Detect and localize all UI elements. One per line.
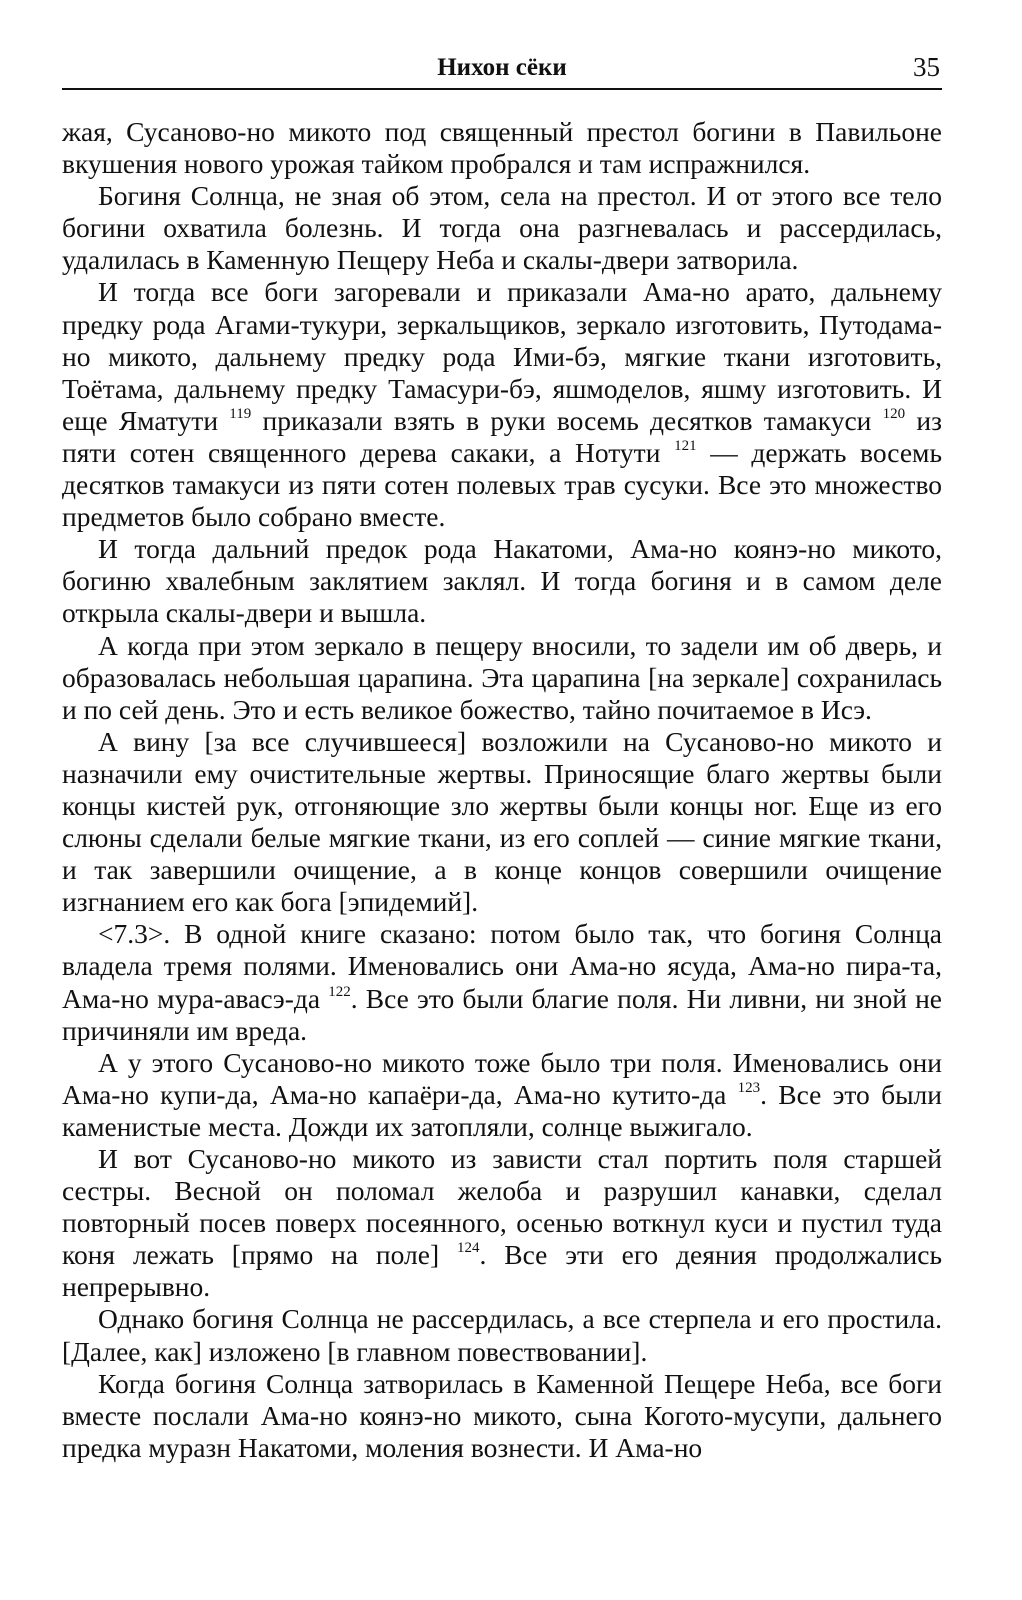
- text-run: <7.3>. В одной книге сказано: потом было так, что богиня Солнца владела тремя полями. Именовались они Ама-но ясуда, Ама-но пира-та, Ама-но мура-авасэ-да: [62, 918, 942, 1014]
- footnote-marker: 123: [737, 1079, 761, 1096]
- text-run: А вину [за все случившееся] возложили на Сусаново-но микото и назначили ему очистительные жертвы. Приносящие благо жертвы были концы кистей рук, отгоняющие зло жертвы были концы ног. Еще из его слюны сделали белые мягкие ткани, из его соплей — синие мягкие ткани, и так завершили очищение, а в конце концов совершили очищение изгнанием его как бога [эпидемий].: [62, 725, 942, 918]
- text-run: А когда при этом зеркало в пещеру вносили, то задели им об дверь, и образовалась небольшая царапина. Эта царапина [на зеркале] сохранилась и по сей день. Это и есть великое божество, тайно почитаемое в Исэ.: [62, 629, 942, 725]
- book-page: [62, 48, 942, 1464]
- body-text: [62, 116, 942, 1464]
- text-run: . Все эти его деяния продолжались непрерывно.: [62, 1239, 942, 1303]
- footnote-marker: 120: [882, 405, 906, 422]
- paragraph: [62, 276, 942, 533]
- paragraph: [62, 1047, 942, 1143]
- paragraph: [62, 533, 942, 629]
- paragraph: [62, 180, 942, 276]
- text-run: А у этого Сусаново-но микото тоже было три поля. Именовались они Ама-но купи-да, Ама-но капаёри-да, Ама-но кутито-да: [62, 1046, 942, 1110]
- paragraph: [62, 726, 942, 919]
- text-run: Когда богиня Солнца затворилась в Каменной Пещере Неба, все боги вместе послали Ама-но коянэ-но микото, сына Когото-мусупи, дальнего предка муразн Накатоми, моления вознести. И Ама-но: [62, 1367, 942, 1463]
- text-run: из пяти сотен священного дерева сакаки, а Нотути: [62, 404, 942, 468]
- text-run: . Все это были каменистые места. Дожди их затопляли, солнце выжигало.: [62, 1078, 942, 1142]
- paragraph-continuation: [62, 116, 942, 180]
- text-run: . Все это были благие поля. Ни ливни, ни зной не причиняли им вреда.: [62, 982, 942, 1046]
- paragraph: [62, 918, 942, 1046]
- footnote-marker: 122: [328, 983, 351, 1000]
- footnote-marker: 124: [456, 1240, 480, 1257]
- text-run: — держать восемь десятков тамакуси из пяти сотен полевых трав сусуки. Все это множество предметов было собрано вместе.: [62, 436, 942, 533]
- text-run: И тогда все боги загоревали и приказали Ама-но арато, дальнему предку рода Агами-тукури, зеркальщиков, зеркало изготовить, Путодама-но микото, дальнему предку рода Ими-бэ, мягкие ткани изготовить, Тоётама, дальнему предку Тамасури-бэ, яшмоделов, яшму изготовить. И еще Яматути: [62, 276, 942, 436]
- text-run: жая, Сусаново-но микото под священный престол богини в Павильоне вкушения нового урожая тайком пробрался и там испражнился.: [62, 116, 942, 180]
- footnote-marker: 121: [674, 437, 697, 454]
- paragraph: [62, 1303, 942, 1367]
- paragraph: [62, 630, 942, 726]
- text-run: И тогда дальний предок рода Накатоми, Ама-но коянэ-но микото, богиню хвалебным заклятием заклял. И тогда богиня и в самом деле открыла скалы-двери и вышла.: [62, 533, 942, 629]
- running-header: [62, 48, 942, 90]
- running-title: Нихон сёки: [437, 54, 567, 81]
- text-run: Богиня Солнца, не зная об этом, села на престол. И от этого все тело богини охватила болезнь. И тогда она разгневалась и рассердилась, удалилась в Каменную Пещеру Неба и скалы-двери затворила.: [62, 180, 942, 276]
- paragraph: [62, 1368, 942, 1464]
- footnote-marker: 119: [229, 405, 252, 422]
- text-run: приказали взять в руки восемь десятков тамакуси: [251, 404, 883, 436]
- text-run: Однако богиня Солнца не рассердилась, а все стерпела и его простила. [Далее, как] изложено [в главном повествовании].: [62, 1303, 942, 1367]
- paragraph: [62, 1143, 942, 1303]
- page-number: 35: [913, 52, 940, 82]
- text-run: И вот Сусаново-но микото из зависти стал портить поля старшей сестры. Весной он поломал желоба и разрушил канавки, сделал повторный посев поверх посеянного, осенью воткнул куси и пустил туда коня лежать [прямо на поле]: [62, 1143, 942, 1271]
